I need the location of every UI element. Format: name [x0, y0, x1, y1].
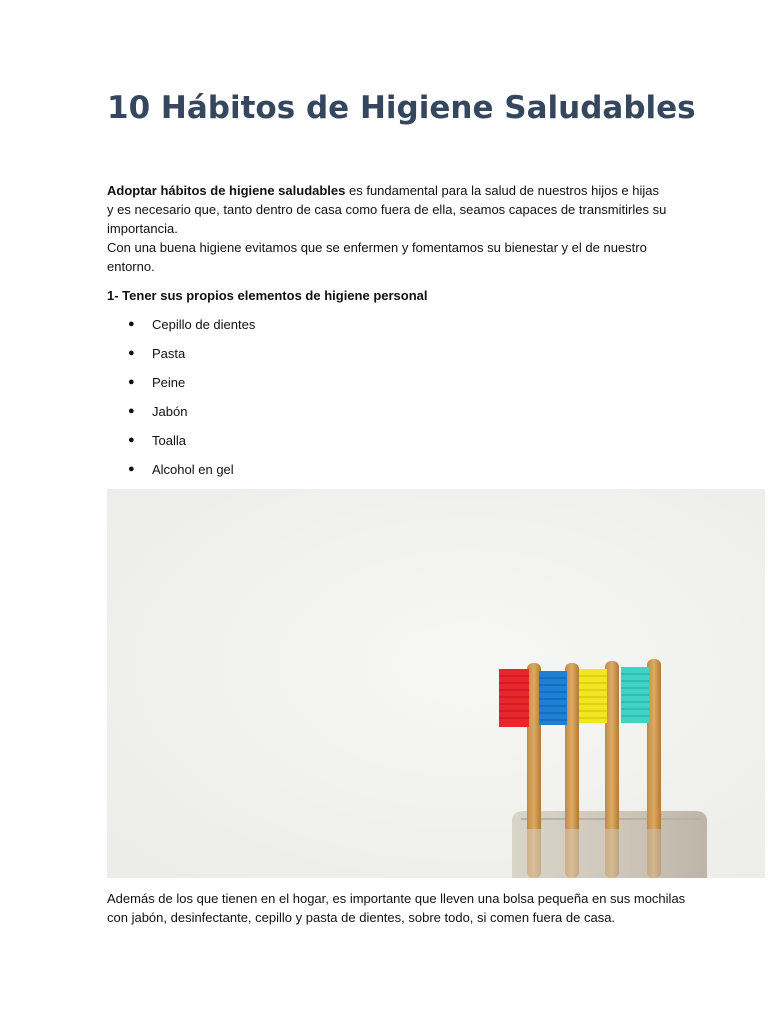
bullet-icon: ●	[128, 318, 135, 330]
list-item-text: Toalla	[152, 433, 186, 448]
intro-paragraph-1	[107, 181, 667, 238]
bullet-icon: ●	[128, 347, 135, 359]
toothbrush-photo	[107, 489, 765, 878]
list-item-text: Alcohol en gel	[152, 462, 234, 477]
list-item	[107, 460, 255, 489]
bullet-icon: ●	[128, 463, 135, 475]
list-item	[107, 431, 255, 460]
bullet-icon: ●	[128, 405, 135, 417]
list-item	[107, 344, 255, 373]
outro-paragraph: Además de los que tienen en el hogar, es importante que lleven una bolsa pequeña en sus mochilas con jabón, desinfectante, cepillo y pasta de dientes, sobre todo, si comen fuera de casa.	[107, 891, 686, 925]
bullet-icon: ●	[128, 434, 135, 446]
intro-text	[107, 181, 667, 276]
toothbrush-illustration	[107, 489, 765, 878]
page-title: 10 Hábitos de Higiene Saludables	[107, 90, 696, 126]
list-item	[107, 373, 255, 402]
section-heading-1: 1- Tener sus propios elementos de higiene personal	[107, 288, 428, 303]
hygiene-items-list	[107, 315, 255, 489]
list-item-text: Jabón	[152, 404, 188, 419]
list-item-text: Pasta	[152, 346, 186, 361]
list-item-text: Cepillo de dientes	[152, 317, 256, 332]
bullet-icon: ●	[128, 376, 135, 388]
list-item	[107, 315, 255, 344]
list-item	[107, 402, 255, 431]
intro-rest: es fundamental para la salud de nuestros hijos e hijas y es necesario que, tanto dentro de casa como fuera de ella, seamos capaces de transmitirles su importancia.	[107, 183, 667, 236]
intro-bold-lead: Adoptar hábitos de higiene saludables	[107, 183, 346, 198]
list-item-text: Peine	[152, 375, 186, 390]
intro-paragraph-2: Con una buena higiene evitamos que se enfermen y fomentamos su bienestar y el de nuestro entorno.	[107, 240, 647, 274]
